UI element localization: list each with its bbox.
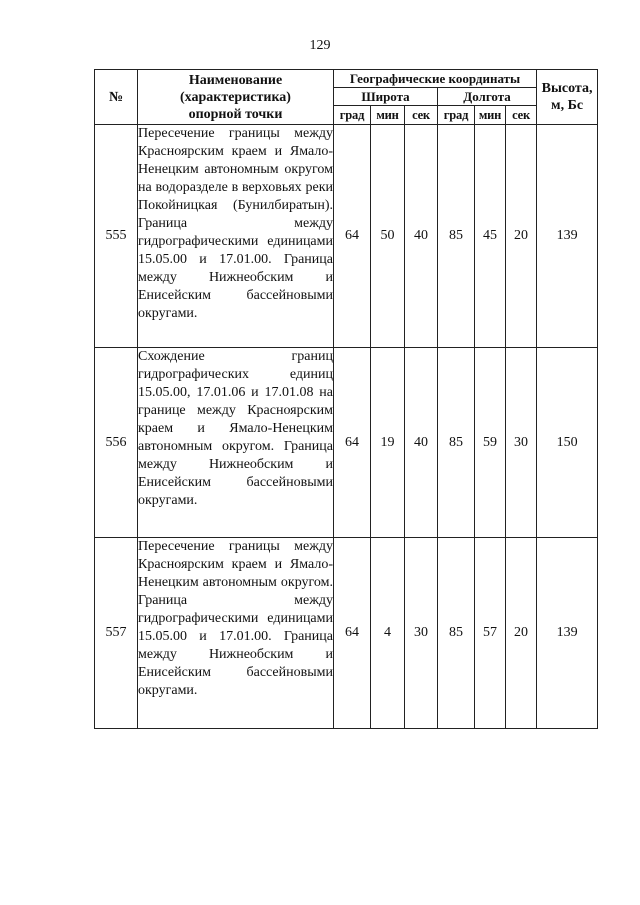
point-description	[138, 348, 334, 538]
description-text: Пересечение границы между Красноярским краем и Ямало-Ненецким автономным округом на водоразделе в верховьях реки Покойницкая (Бунилбиратын). Граница между гидрографическими единицами 15.05.00 и 17.01.00. Граница между Нижнеобским и Енисейским бассейновыми округами.	[138, 126, 333, 321]
reference-points-table	[94, 69, 598, 729]
lon-min: 57	[475, 538, 506, 729]
lon-sec: 30	[506, 348, 537, 538]
height-value: 139	[537, 125, 598, 348]
point-number: 555	[95, 125, 138, 348]
header-unit: сек	[506, 106, 537, 125]
table-row	[95, 348, 598, 538]
lat-sec: 30	[405, 538, 438, 729]
lon-min: 59	[475, 348, 506, 538]
lon-deg: 85	[438, 125, 475, 348]
header-latitude: Широта	[334, 88, 438, 106]
lat-deg: 64	[334, 348, 371, 538]
header-unit: град	[438, 106, 475, 125]
lon-deg: 85	[438, 538, 475, 729]
lon-deg: 85	[438, 348, 475, 538]
lat-sec: 40	[405, 348, 438, 538]
header-height-line: м, Бс	[551, 98, 584, 113]
header-height	[537, 70, 598, 125]
header-number: №	[95, 70, 138, 125]
header-coordinates: Географические координаты	[334, 70, 537, 88]
lat-min: 50	[371, 125, 405, 348]
header-name-line: (характеристика)	[180, 89, 291, 105]
point-number: 557	[95, 538, 138, 729]
header-unit: мин	[371, 106, 405, 125]
header-height-line: Высота,	[541, 81, 593, 96]
lon-min: 45	[475, 125, 506, 348]
lon-sec: 20	[506, 538, 537, 729]
height-value: 150	[537, 348, 598, 538]
header-unit: сек	[405, 106, 438, 125]
lat-sec: 40	[405, 125, 438, 348]
description-text: Пересечение границы между Красноярским краем и Ямало-Ненецким автономным округом. Граница между гидрографическими единицами 15.05.00 и 17.01.00. Граница между Нижнеобским и Енисейским бассейновыми округами.	[138, 539, 333, 698]
lon-sec: 20	[506, 125, 537, 348]
header-unit: мин	[475, 106, 506, 125]
header-name-line: опорной точки	[188, 106, 283, 122]
point-description	[138, 125, 334, 348]
lat-min: 4	[371, 538, 405, 729]
point-number: 556	[95, 348, 138, 538]
lat-deg: 64	[334, 538, 371, 729]
lat-min: 19	[371, 348, 405, 538]
page-number: 129	[309, 38, 331, 53]
table-row	[95, 125, 598, 348]
point-description	[138, 538, 334, 729]
header-longitude: Долгота	[438, 88, 537, 106]
header-name-line: Наименование	[188, 72, 283, 88]
height-value: 139	[537, 538, 598, 729]
lat-deg: 64	[334, 125, 371, 348]
header-unit: град	[334, 106, 371, 125]
table-row	[95, 538, 598, 729]
description-text: Схождение границ гидрографических единиц 15.05.00, 17.01.06 и 17.01.08 на границе между Красноярским краем и Ямало-Ненецким автономным округом. Граница между Нижнеобским и Енисейским бассейновыми округами.	[138, 349, 333, 508]
header-name	[138, 70, 334, 125]
